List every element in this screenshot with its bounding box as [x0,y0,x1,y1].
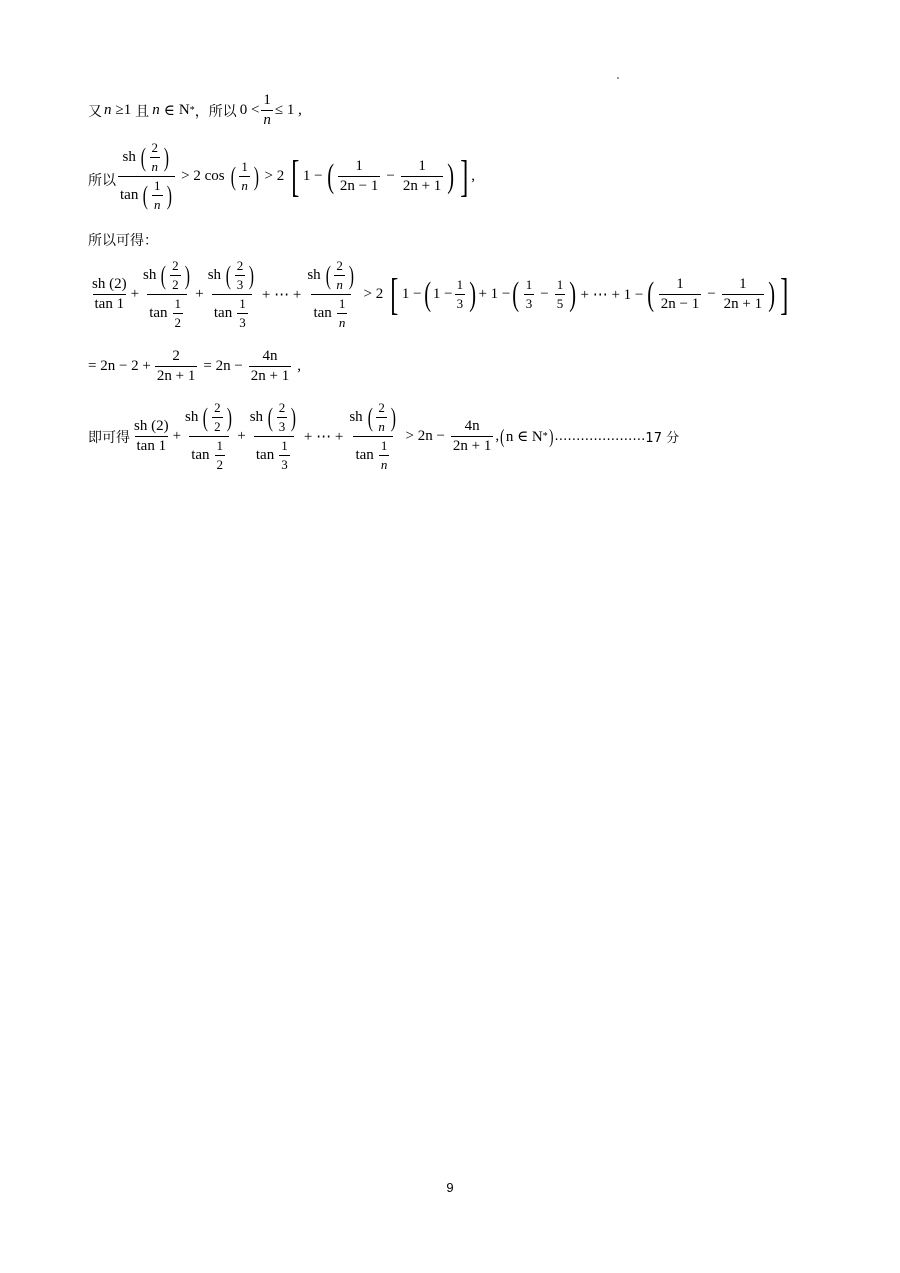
gt-two: > 2 [264,168,285,184]
bracket-right: ] [780,269,789,319]
denominator: tan 1 [94,296,125,312]
var-n: n [104,102,112,118]
denominator: tan 1 [136,438,167,454]
denominator [311,294,351,331]
numerator: sh (2) [92,276,127,292]
bracket-right: ] [459,151,468,201]
term-sh2-tan1 [132,418,171,455]
star-sup: * [189,105,195,116]
comma: , [297,358,301,374]
text-and: 且 [135,103,150,120]
denominator: 2n − 1 [339,178,379,194]
gt-2n: > 2n − [405,428,445,444]
term-3 [248,400,300,473]
denominator [147,294,187,331]
denominator: 2n + 1 [402,178,442,194]
denominator: 2 [172,277,179,292]
ge-one: ≥1 [115,102,132,118]
fn-tan: tan [355,447,374,463]
line-sum-inequality [88,258,792,331]
denominator [254,436,294,473]
denominator [118,176,175,213]
fraction [239,159,250,194]
term-2 [183,400,235,473]
numerator: 2 [336,258,343,273]
denominator [353,436,393,473]
denominator: n [378,419,385,434]
fraction [235,258,246,293]
numerator: 2 [214,400,221,415]
numerator: sh ( $\frac{2}{2}$ ) [143,258,190,292]
numerator: sh ( $\frac{2}{n}$ ) [307,258,354,292]
numerator [120,140,172,176]
numerator: sh ( $\frac{2}{n}$ ) [349,400,396,434]
fn-sh: sh [307,267,321,283]
fraction [277,400,288,435]
denominator: n [380,457,388,472]
denominator [212,294,252,331]
fn-tan: tan [120,187,139,203]
numerator: 1 [239,296,246,311]
plus-dots-one-minus: + ⋯ + 1 − [580,287,644,303]
fraction [249,348,291,385]
numerator: 1 [263,92,271,108]
plus-one-minus: + 1 − [478,286,511,302]
text-thus: 即可得 [88,429,130,446]
denominator: 2 [216,457,224,472]
denominator: 2n + 1 [250,368,290,384]
paren-group: ( 1 − $\frac{1}{3}$ ) [423,275,477,313]
denominator: n [241,178,248,193]
star-sup: * [542,431,548,442]
fraction [376,400,387,435]
numerator: 1 [216,438,224,453]
numerator: 1 [456,277,464,292]
fraction-sh-over-tan [118,140,175,213]
one-minus: 1 − [432,286,453,302]
term-2 [141,258,193,331]
fn-sh: sh [143,267,157,283]
element-of: ∈ [163,103,175,119]
minus: − [540,286,549,302]
bracket-left: [ [390,269,399,319]
fraction [722,276,764,313]
fraction [215,438,226,473]
numerator: 1 [739,276,747,292]
line-simplify [88,348,301,385]
numerator: 2 [236,258,244,273]
fraction [237,296,248,331]
fraction [455,277,466,312]
le-one: ≤ 1 , [274,102,302,118]
fn-tan: tan [255,447,275,463]
bracket-left: [ [291,151,300,201]
term-n [305,258,357,331]
numerator: 4n [262,348,278,364]
numerator: 1 [174,296,182,311]
numerator: sh ( $\frac{2}{3}$ ) [249,400,297,434]
plus: + [172,428,182,444]
fraction [173,296,184,331]
fraction [451,418,493,455]
numerator: 1 [418,158,426,174]
text-so: 所以 [88,172,116,189]
denominator: 3 [239,315,246,330]
denominator: 3 [281,457,288,472]
fn-sh: sh [249,409,264,425]
paren-group: ( $\frac{1}{2n - 1}$ − $\frac{1}{2n + 1}$ ) [326,157,455,195]
fn-tan: tan [149,305,168,321]
denominator: n [338,315,346,330]
fn-sh: sh [207,267,222,283]
numerator: 1 [676,276,684,292]
paren-group: ( $\frac{1}{n}$ ) [143,178,172,212]
denominator: n [154,197,161,212]
line-so-obtain [88,230,158,250]
fraction [555,277,566,312]
fn-tan: tan [213,305,233,321]
numerator: 4n [464,418,480,434]
numerator: sh (2) [134,418,169,434]
var-n: n [152,102,160,118]
numerator: 2 [378,400,385,415]
condition-n-in-N: n ∈ N [505,429,543,445]
fraction [170,258,181,293]
text-you: 又 [88,103,102,120]
expr-2n-2: = 2n − 2 + [88,358,151,374]
fraction [524,277,535,312]
denominator: 2n + 1 [156,368,196,384]
numerator: 1 [556,277,564,292]
fraction-one-over-n [261,92,273,129]
fn-sh: sh [349,409,363,425]
denominator: 2n − 1 [660,296,700,312]
fraction [379,438,390,473]
fraction [334,258,345,293]
plus: + [130,286,140,302]
scan-speck [617,77,619,79]
line-condition [88,92,302,129]
gt-2cos: > 2 cos [181,168,225,184]
gt-two: > 2 [363,286,384,302]
paren-group: ( $\frac{1}{n}$ ) [230,159,259,193]
plus: + [237,428,246,444]
fn-tan: tan [191,447,210,463]
fraction-1-over-2n+1 [401,158,443,195]
ellipsis: + ⋯ + [303,429,344,445]
zero-lt: 0 < [239,102,260,118]
denominator: 3 [278,419,286,434]
plus: + [195,286,204,302]
fn-tan: tan [313,305,332,321]
paren-condition: ( n ∈ N * ) [500,425,554,448]
line-conclusion [88,400,679,473]
fn-sh: sh [185,409,199,425]
comma: , [471,168,476,184]
minus: − [386,168,395,184]
fraction-1-over-2n-1 [338,158,380,195]
numerator: 1 [380,438,388,453]
ellipsis: + ⋯ + [261,287,302,303]
denominator: n [263,112,271,128]
paren-group: ( $\frac{1}{3}$ − $\frac{1}{5}$ ) [512,275,577,313]
numerator: 1 [281,438,288,453]
denominator: 2n + 1 [723,296,763,312]
text-so-obtain: 所以可得： [88,233,158,249]
one-minus: 1 − [401,286,422,302]
leader-dots: ………………… [554,429,646,444]
text-so: ，所以 [194,103,237,120]
naturals-symbol: N [178,102,190,118]
denominator: n [151,159,158,174]
score-label: 17 分 [645,431,680,446]
numerator: 2 [278,400,286,415]
denominator: 5 [556,296,564,311]
fn-sh: sh [122,149,136,165]
paren-group: ( $\frac{1}{2n - 1}$ − $\frac{1}{2n + 1}$ ) [647,275,776,313]
numerator: 2 [151,140,158,155]
comma: , [495,428,500,444]
denominator: 3 [236,277,244,292]
denominator [189,436,229,473]
fraction [150,140,161,175]
numerator: 1 [355,158,363,174]
term-n [347,400,399,473]
denominator: 3 [456,296,464,311]
term-sh2-tan1 [90,276,129,313]
denominator: 2 [174,315,182,330]
numerator: sh ( $\frac{2}{3}$ ) [207,258,255,292]
numerator: 1 [525,277,533,292]
fraction [659,276,701,313]
numerator: sh ( $\frac{2}{2}$ ) [185,400,232,434]
fraction [279,438,290,473]
paren-group: ( $\frac{2}{n}$ ) [140,140,169,174]
fraction [337,296,348,331]
numerator: 2 [172,348,180,364]
one-minus: 1 − [302,168,323,184]
minus: − [707,286,716,302]
numerator: 2 [172,258,179,273]
fraction [155,348,197,385]
fraction [152,178,163,213]
denominator: 2 [214,419,221,434]
line-inequality-cos [88,140,475,213]
numerator: 1 [154,178,161,193]
numerator: 1 [241,159,248,174]
fraction [212,400,223,435]
page-number: 9 [446,1180,454,1195]
term-3 [206,258,258,331]
denominator: 2n + 1 [452,438,492,454]
denominator: 3 [525,296,533,311]
expr-2n: = 2n − [203,358,243,374]
numerator: 1 [338,296,346,311]
denominator: n [336,277,343,292]
